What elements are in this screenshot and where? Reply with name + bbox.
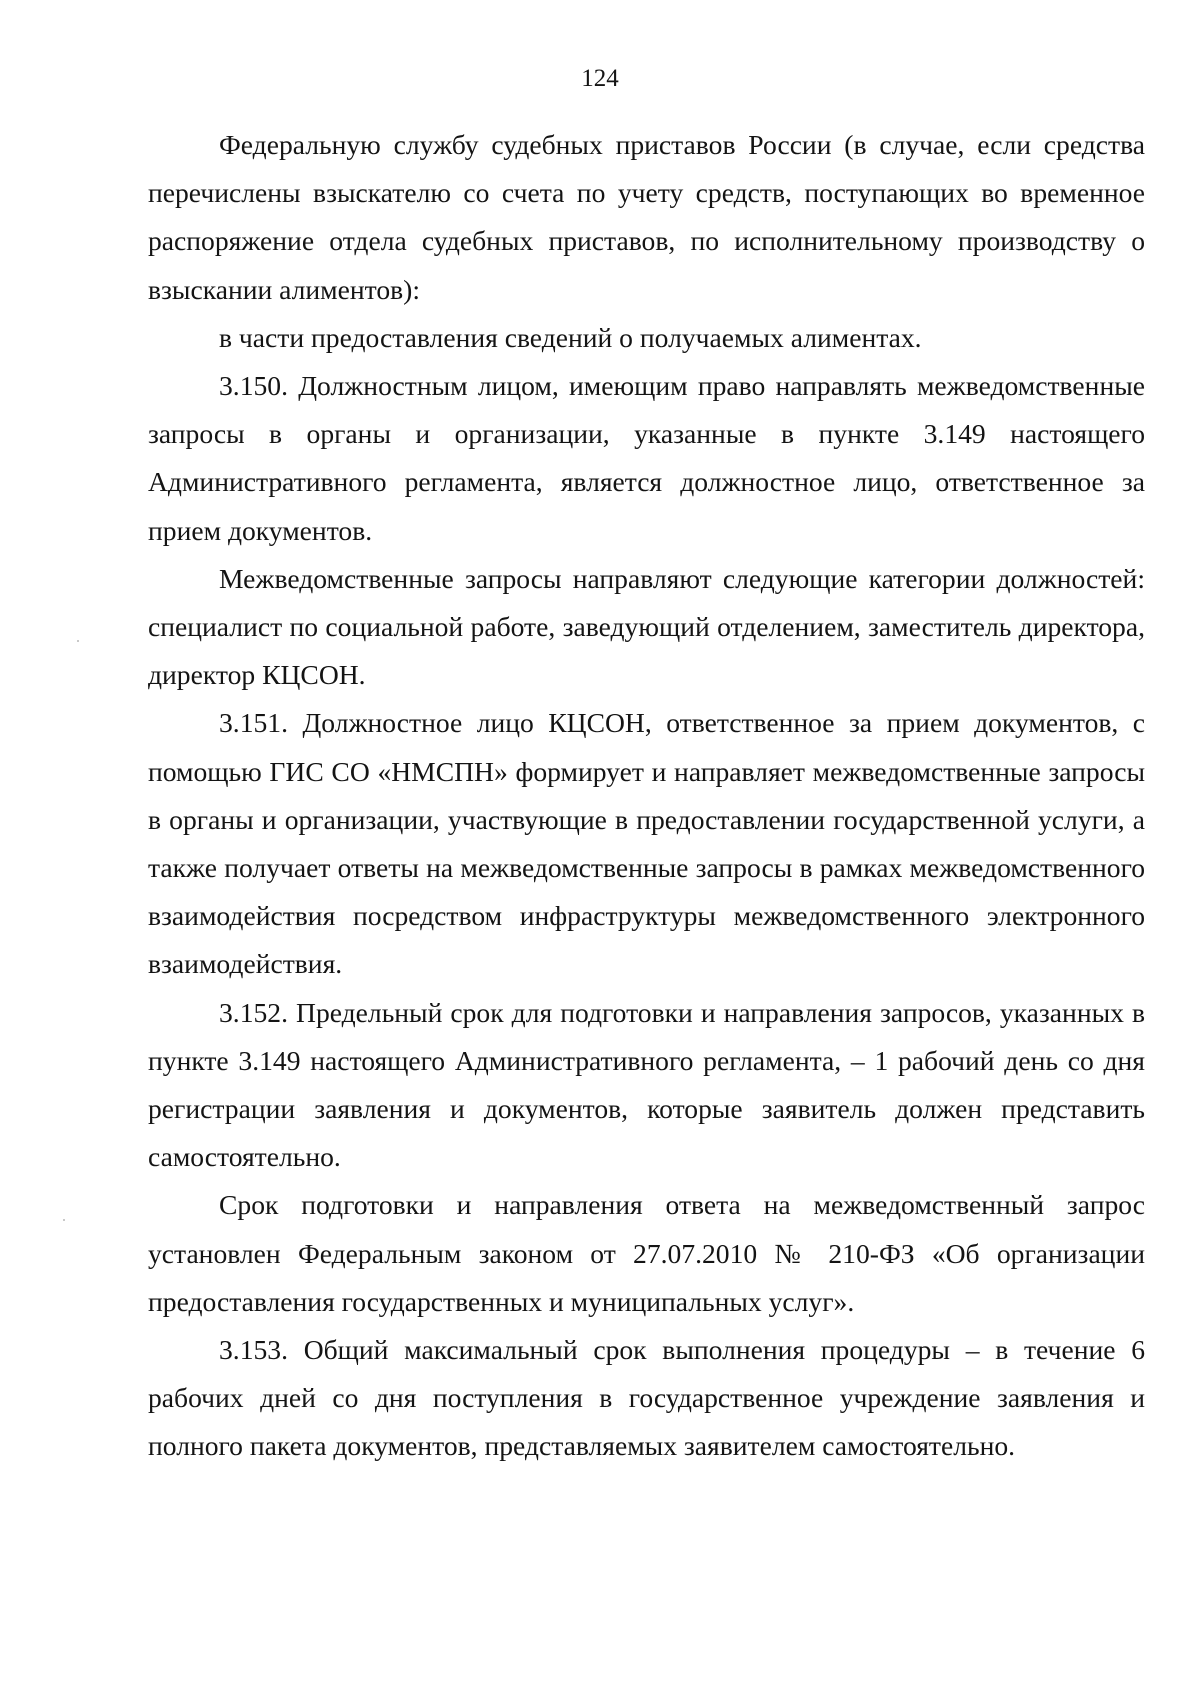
scan-speck (77, 640, 79, 642)
paragraph-3-153: 3.153. Общий максимальный срок выполнения процедуры – в течение 6 рабочих дней со дня поступления в государственное учреждение заявления и полного пакета документов, представляемых заявителем самостоятельно. (148, 1334, 1145, 1462)
document-body (148, 121, 1145, 1471)
paragraph-position-categories: Межведомственные запросы направляют следующие категории должностей: специалист по социальной работе, заведующий отделением, заместитель директора, директор КЦСОН. (148, 562, 1145, 691)
paragraph-response-deadline: Срок подготовки и направления ответа на межведомственный запрос установлен Федеральным законом от 27.07.2010 № 210-ФЗ «Об организации предоставления государственных и муниципальных услуг». (148, 1189, 1145, 1317)
page-number: 124 (581, 65, 619, 92)
paragraph-3-152: 3.152. Предельный срок для подготовки и направления запросов, указанных в пункте 3.149 настоящего Административного регламента, – 1 рабочий день со дня регистрации заявления и документов, которые заявитель должен представить самостоятельно. (148, 996, 1145, 1173)
paragraph-alimony-info: в части предоставления сведений о получаемых алиментах. (219, 321, 922, 353)
scan-speck (63, 1219, 65, 1221)
paragraph-3-150: 3.150. Должностным лицом, имеющим право направлять межведомственные запросы в органы и организации, указанные в пункте 3.149 настоящего Административного регламента, является должностное лицо, ответственное за прием документов. (148, 370, 1145, 546)
paragraph-continuation-fssp: Федеральную службу судебных приставов России (в случае, если средства перечислены взыскателю со счета по учету средств, поступающих во временное распоряжение отдела судебных приставов, по исполнительному производству о взыскании алиментов): (148, 129, 1145, 305)
paragraph-3-151: 3.151. Должностное лицо КЦСОН, ответственное за прием документов, с помощью ГИС СО «НМСПН» формирует и направляет межведомственные запросы в органы и организации, участвующие в предоставлении государственной услуги, а также получает ответы на межведомственные запросы в рамках межведомственного взаимодействия посредством инфраструктуры межведомственного электронного взаимодействия. (148, 707, 1145, 980)
